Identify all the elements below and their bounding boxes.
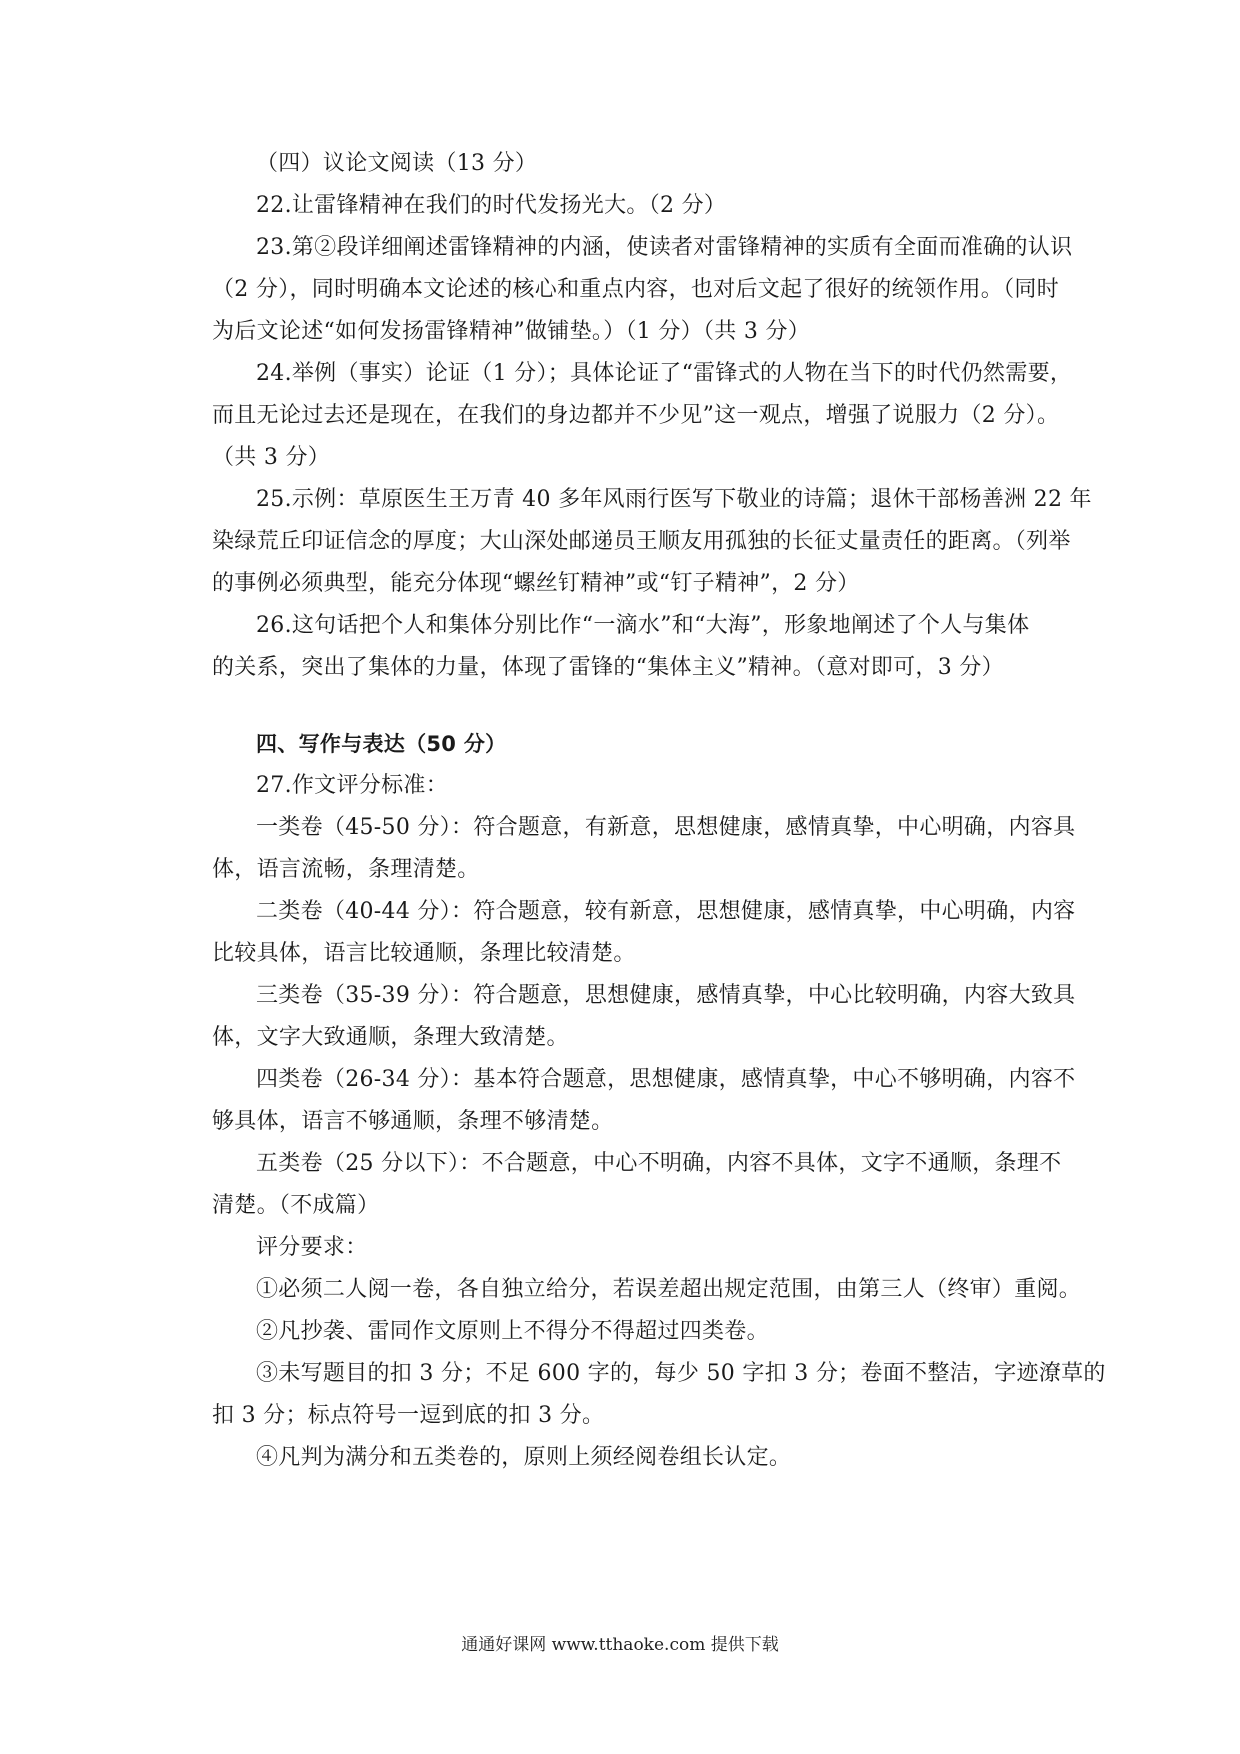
answer-key-page [212,143,1106,1479]
grade-4-line: 够具体，语言不够通顺，条理不够清楚。 [212,1109,614,1134]
answer-26-line: 的关系，突出了集体的力量，体现了雷锋的“集体主义”精神。（意对即可，3 分） [212,655,1004,680]
requirement-3-line: ③未写题目的扣 3 分；不足 600 字的，每少 50 字扣 3 分；卷面不整洁，字迹潦草的 [256,1361,1106,1386]
grade-2-line: 比较具体，语言比较通顺，条理比较清楚。 [212,941,636,966]
grade-1 [212,807,1076,891]
page-footer: 通通好课网 www.tthaoke.com 提供下载 [461,1635,779,1655]
requirement-1: ①必须二人阅一卷，各自独立给分，若误差超出规定范围，由第三人（终审）重阅。 [256,1277,1082,1302]
grade-3-line: 体，文字大致通顺，条理大致清楚。 [212,1025,569,1050]
grade-5-line: 五类卷（25 分以下）：不合题意，中心不明确，内容不具体，文字不通顺，条理不 [256,1151,1062,1176]
grade-4 [212,1059,1076,1143]
grade-4-line: 四类卷（26-34 分）：基本符合题意，思想健康，感情真挚，中心不够明确，内容不 [256,1067,1076,1092]
requirement-2: ②凡抄袭、雷同作文原则上不得分不得超过四类卷。 [256,1319,769,1344]
answer-27-title: 27.作文评分标准： [256,773,448,798]
answer-24-line: 24.举例（事实）论证（1 分）；具体论证了“雷锋式的人物在当下的时代仍然需要， [256,361,1073,386]
section-spacer [212,689,1054,723]
answer-23 [212,227,1073,353]
grade-3 [212,975,1076,1059]
answer-24 [212,353,1073,479]
answer-24-line: （共 3 分） [212,445,331,470]
answer-22: 22.让雷锋精神在我们的时代发扬光大。（2 分） [256,193,727,218]
answer-23-line: 为后文论述“如何发扬雷锋精神”做铺垫。）（1 分）（共 3 分） [212,319,811,344]
grade-5-line: 清楚。（不成篇） [212,1193,380,1218]
answer-26-line: 26.这句话把个人和集体分别比作“一滴水”和“大海”，形象地阐述了个人与集体 [256,613,1030,638]
grade-3-line: 三类卷（35-39 分）：符合题意，思想健康，感情真挚，中心比较明确，内容大致具 [256,983,1076,1008]
answer-25-line: 染绿荒丘印证信念的厚度；大山深处邮递员王顺友用孤独的长征丈量责任的距离。（列举 [212,529,1071,554]
answer-25-line: 的事例必须典型，能充分体现“螺丝钉精神”或“钉子精神”，2 分） [212,571,860,596]
requirement-3 [212,1353,1106,1437]
requirement-4: ④凡判为满分和五类卷的，原则上须经阅卷组长认定。 [256,1445,792,1470]
answer-23-line: （2 分），同时明确本文论述的核心和重点内容，也对后文起了很好的统领作用。（同时 [212,277,1059,302]
answer-25 [212,479,1092,605]
grade-5 [212,1143,1062,1227]
grade-2-line: 二类卷（40-44 分）：符合题意，较有新意，思想健康，感情真挚，中心明确，内容 [256,899,1076,924]
answer-24-line: 而且无论过去还是现在，在我们的身边都并不少见”这一观点，增强了说服力（2 分）。 [212,403,1060,428]
answer-26 [212,605,1054,689]
requirement-3-line: 扣 3 分；标点符号一逗到底的扣 3 分。 [212,1403,605,1428]
section-heading-reading: （四）议论文阅读（13 分） [256,151,538,176]
requirements-title: 评分要求： [256,1235,368,1260]
answer-25-line: 25.示例：草原医生王万青 40 多年风雨行医写下敬业的诗篇；退休干部杨善洲 22 年 [256,487,1092,512]
grade-1-line: 一类卷（45-50 分）：符合题意，有新意，思想健康，感情真挚，中心明确，内容具 [256,815,1076,840]
answer-23-line: 23.第②段详细阐述雷锋精神的内涵，使读者对雷锋精神的实质有全面而准确的认识 [256,235,1073,260]
grade-1-line: 体，语言流畅，条理清楚。 [212,857,480,882]
grade-2 [212,891,1076,975]
section-heading-writing: 四、写作与表达（50 分） [256,732,507,756]
